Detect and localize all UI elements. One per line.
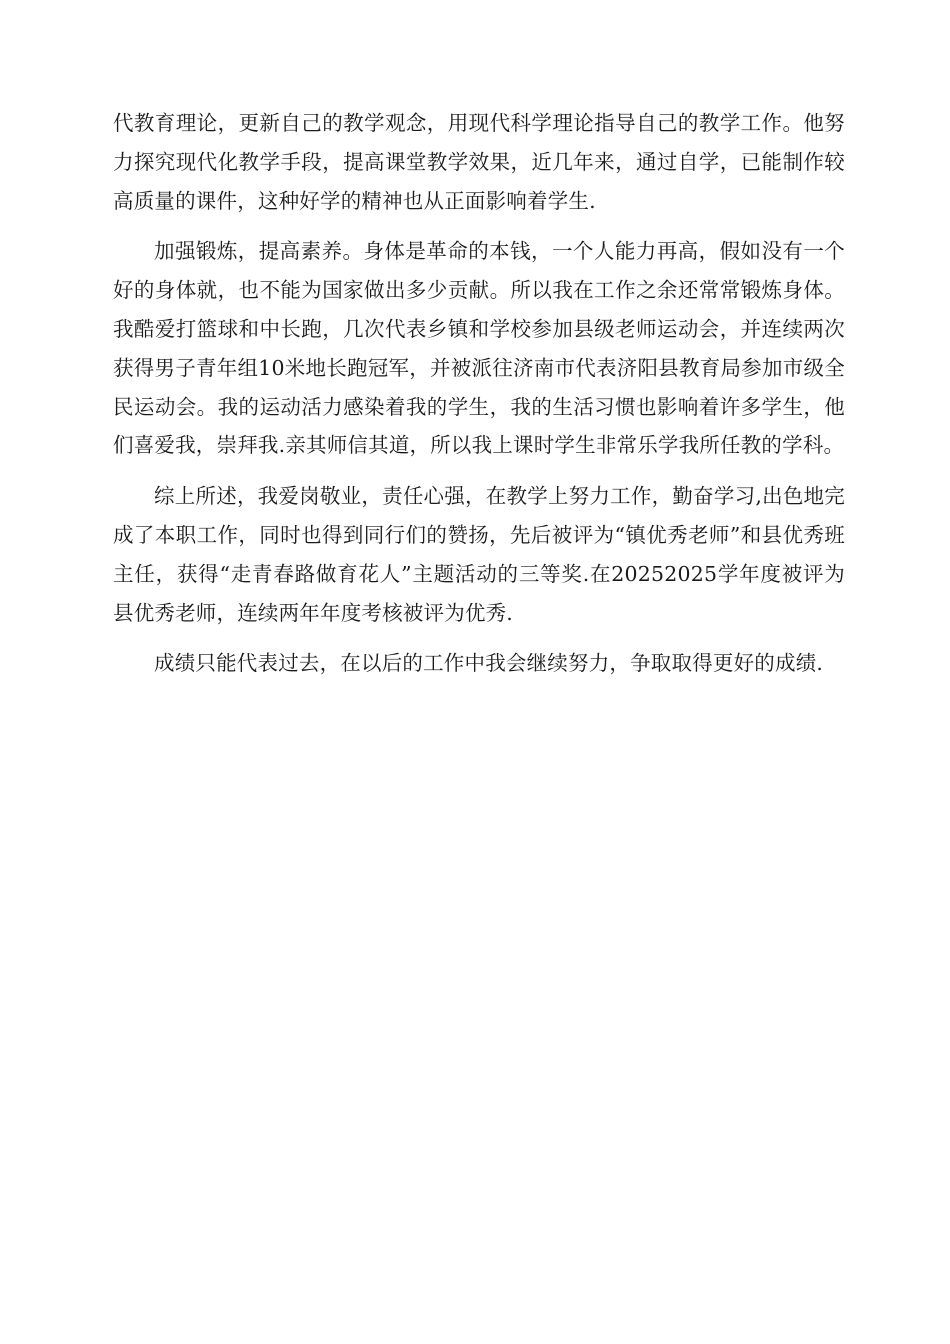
document-body — [113, 104, 845, 683]
paragraph-physical-exercise: 加强锻炼，提高素养。身体是革命的本钱，一个人能力再高，假如没有一个好的身体就，也不能为国家做出多少贡献。所以我在工作之余还常常锻炼身体。我酷爱打篮球和中长跑，几次代表乡镇和学校参加县级老师运动会，并连续两次获得男子青年组10米地长跑冠军，并被派往济南市代表济阳县教育局参加市级全民运动会。我的运动活力感染着我的学生，我的生活习惯也影响着许多学生，他们喜爱我，崇拜我.亲其师信其道，所以我上课时学生非常乐学我所任教的学科。 — [113, 239, 845, 458]
paragraph-teaching-methods: 代教育理论，更新自己的教学观念，用现代科学理论指导自己的教学工作。他努力探究现代化教学手段，提高课堂教学效果，近几年来，通过自学，已能制作较高质量的课件，这种好学的精神也从正面影响着学生. — [113, 111, 845, 213]
paragraph-conclusion: 成绩只能代表过去，在以后的工作中我会继续努力，争取取得更好的成绩. — [154, 651, 824, 676]
paragraph-summary: 综上所述，我爱岗敬业，责任心强，在教学上努力工作，勤奋学习,出色地完成了本职工作，同时也得到同行们的赞扬，先后被评为“镇优秀老师”和县优秀班主任，获得“走青春路做育花人”主题活动的三等奖.在20252025学年度被评为县优秀老师，连续两年年度考核被评为优秀. — [113, 484, 845, 625]
